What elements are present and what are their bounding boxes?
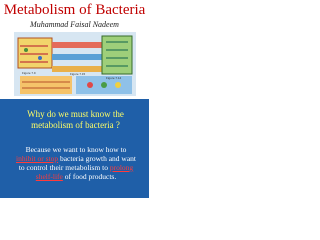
slide-author: Muhammad Faisal Nadeem — [30, 20, 119, 29]
figure-label-center: Figure 7.15 — [70, 72, 86, 76]
figure-label-right: Figure 7.14 — [106, 76, 122, 80]
slide-title: Metabolism of Bacteria — [3, 2, 146, 18]
highlight-inhibit: inhibit or stop — [16, 154, 59, 163]
body-part-2: bacteria growth and want to control their metabolism to — [18, 154, 136, 172]
slide-1[interactable] — [0, 0, 149, 99]
slide-heading: Why do we must know the metabolism of bacteria ? — [27, 109, 124, 130]
body-part-1: Because we want to know how to — [25, 145, 127, 154]
metabolic-pathway-figure — [14, 32, 136, 96]
slide-2[interactable] — [0, 99, 149, 198]
highlight-shelf-life: prolong shelf-life — [35, 163, 134, 181]
slide-body-text — [16, 145, 136, 181]
figure-label-left: Figure 7.9 — [22, 71, 36, 75]
body-part-3: of food products. — [62, 172, 117, 181]
